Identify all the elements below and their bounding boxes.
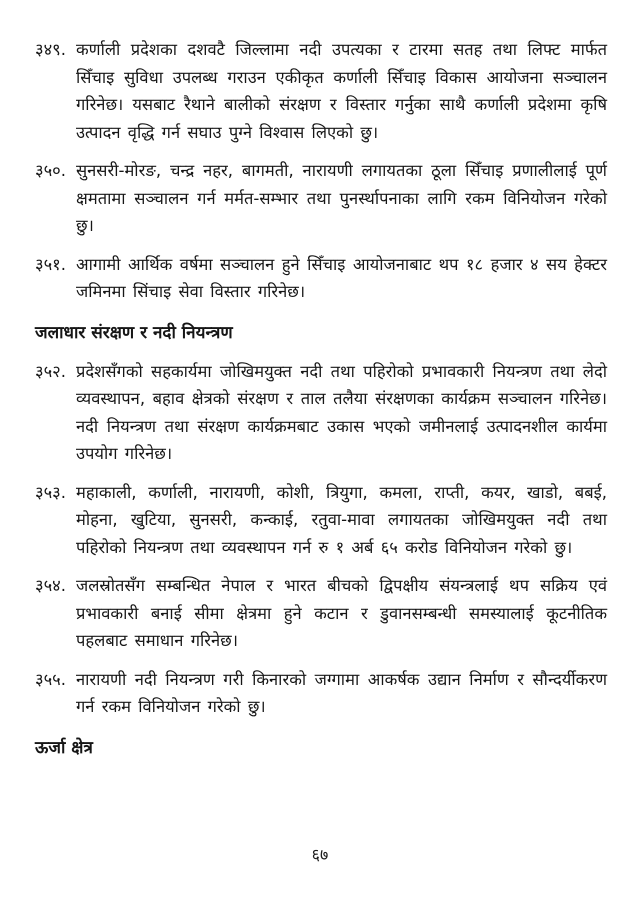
document-body (35, 36, 607, 773)
paragraph-text: नारायणी नदी नियन्त्रण गरी किनारको जग्गामा आकर्षक उद्यान निर्माण र सौन्दर्यीकरण गर्न रकम विनियोजन गरेको छु। (76, 669, 607, 716)
paragraph-number: ३४९. (35, 40, 66, 59)
paragraph-text: महाकाली, कर्णाली, नारायणी, कोशी, त्रियुगा, कमला, राप्ती, कयर, खाडो, बबई, मोहना, खुटिया, सुनसरी, कन्काई, रतुवा-मावा लगायतका जोखिमयुक्त नदी तथा पहिरोको नियन्त्रण तथा व्यवस्थापन गर्न रु १ अर्ब ६५ करोड विनियोजन गरेको छु। (76, 482, 607, 557)
paragraph-text: कर्णाली प्रदेशका दशवटै जिल्लामा नदी उपत्यका र टारमा सतह तथा लिफ्ट मार्फत सिँचाइ सुविधा उपलब्ध गराउन एकीकृत कर्णाली सिँचाइ विकास आयोजना सञ्चालन गरिनेछ। यसबाट रैथाने बालीको संरक्षण र विस्तार गर्नुका साथै कर्णाली प्रदेशमा कृषि उत्पादन वृद्धि गर्न सघाउ पुग्ने विश्वास लिएको छु। (76, 40, 607, 142)
paragraph-text: जलस्रोतसँग सम्बन्धित नेपाल र भारत बीचको द्विपक्षीय संयन्त्रलाई थप सक्रिय एवं प्रभावकारी बनाई सीमा क्षेत्रमा हुने कटान र डुवानसम्बन्धी समस्यालाई कूटनीतिक पहलबाट समाधान गरिनेछ। (76, 576, 607, 650)
paragraph-text: सुनसरी-मोरङ, चन्द्र नहर, बागमती, नारायणी लगायतका ठूला सिँचाइ प्रणालीलाई पूर्ण क्षमतामा सञ्चालन गर्न मर्मत-सम्भार तथा पुनर्स्थापनाका लागि रकम विनियोजन गरेको छु। (76, 161, 607, 235)
paragraph-350 (35, 157, 607, 240)
paragraph-number: ३५१. (35, 254, 66, 274)
paragraph-text: प्रदेशसँगको सहकार्यमा जोखिमयुक्त नदी तथा पहिरोको प्रभावकारी नियन्त्रण तथा लेदो व्यवस्थापन, बहाव क्षेत्रको संरक्षण र ताल तलैया संरक्षणका कार्यक्रम सञ्चालन गरिनेछ। नदी नियन्त्रण तथा संरक्षण कार्यक्रमबाट उकास भएको जमीनलाई उत्पादनशील कार्यमा उपयोग गरिनेछ। (76, 361, 607, 463)
paragraph-355 (35, 666, 607, 721)
paragraph-number: ३५२. (35, 361, 66, 381)
paragraph-number: ३५५. (35, 669, 66, 689)
paragraph-352 (35, 358, 607, 468)
paragraph-353 (35, 479, 607, 562)
paragraph-number: ३५३. (35, 482, 66, 502)
page-number: ६७ (311, 845, 329, 864)
paragraph-text: आगामी आर्थिक वर्षमा सञ्चालन हुने सिँचाइ आयोजनाबाट थप १८ हजार ४ सय हेक्टर जमिनमा सिंचाइ सेवा विस्तार गरिनेछ। (76, 254, 607, 301)
paragraph-354 (35, 572, 607, 655)
paragraph-number: ३५४. (35, 576, 66, 595)
paragraph-number: ३५०. (35, 161, 66, 180)
section-heading-watershed: जलाधार संरक्षण र नदी नियन्त्रण (35, 322, 233, 343)
paragraph-351 (35, 251, 607, 306)
paragraph-349 (35, 36, 607, 146)
section-heading-energy: ऊर्जा क्षेत्र (35, 737, 93, 758)
